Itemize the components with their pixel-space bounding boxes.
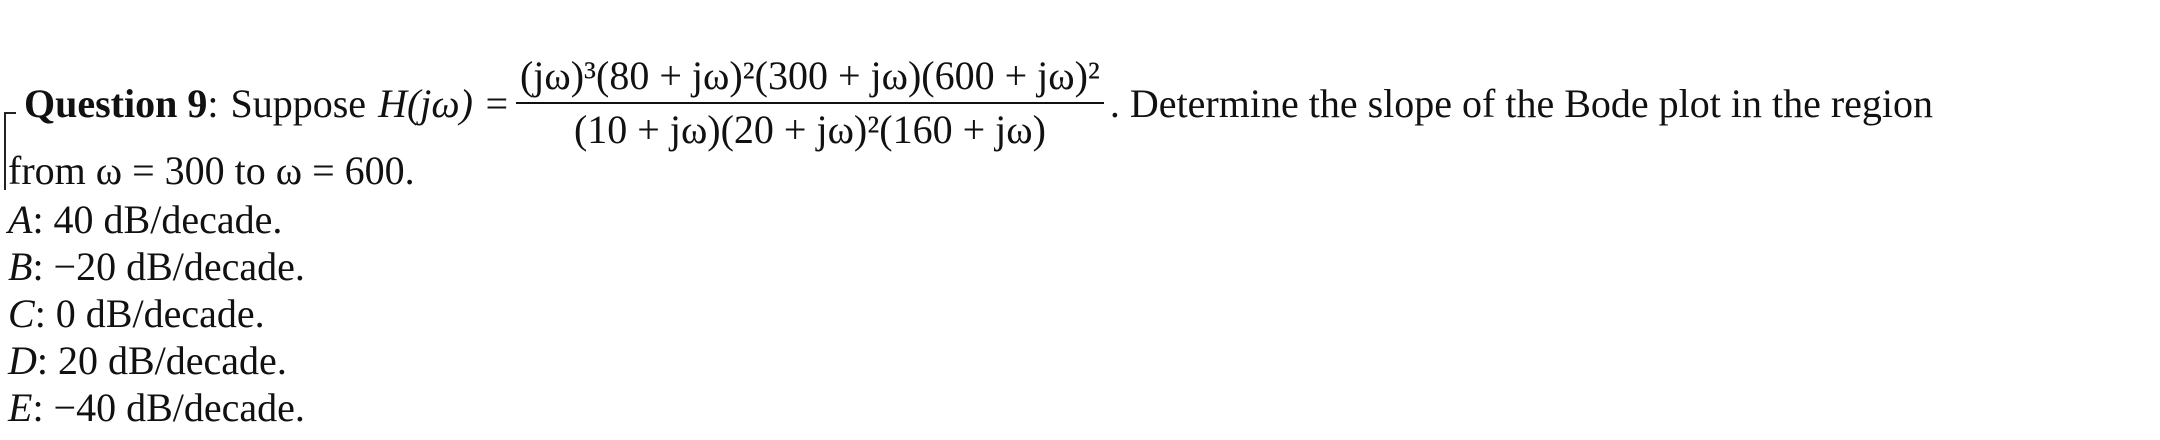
answer-options (8, 196, 305, 431)
text-cursor (4, 112, 6, 190)
fraction-bar (516, 102, 1104, 104)
fraction-numerator: (jω)³(80 + jω)²(300 + jω)(600 + jω)² (519, 53, 1100, 98)
option-letter: D (8, 338, 37, 383)
option-text: : −20 dB/decade. (32, 244, 305, 289)
question-label: Question 9 (24, 80, 208, 126)
option-text: : 20 dB/decade. (36, 338, 287, 383)
option-text: : 40 dB/decade. (32, 197, 283, 242)
transfer-function-lhs: H(jω) = (378, 80, 510, 126)
option-text: : −40 dB/decade. (32, 385, 305, 430)
option-text: : 0 dB/decade. (34, 291, 265, 336)
question-prompt-continuation: from ω = 300 to ω = 600. (8, 148, 415, 193)
fraction-denominator: (10 + jω)(20 + jω)²(160 + jω) (573, 107, 1046, 152)
option-d[interactable] (8, 337, 305, 384)
option-e[interactable] (8, 384, 305, 431)
option-letter: E (8, 385, 33, 430)
option-letter: C (8, 291, 35, 336)
question-prompt: . Determine the slope of the Bode plot in the region (1109, 80, 1934, 126)
text-cursor-tick (4, 112, 16, 114)
option-letter: B (8, 244, 33, 289)
option-a[interactable] (8, 196, 305, 243)
question-line (24, 48, 1933, 158)
option-c[interactable] (8, 290, 305, 337)
question-colon: : (207, 80, 219, 126)
option-letter: A (8, 197, 33, 242)
transfer-function-fraction (516, 54, 1104, 152)
option-b[interactable] (8, 243, 305, 290)
question-intro: Suppose (230, 80, 367, 126)
